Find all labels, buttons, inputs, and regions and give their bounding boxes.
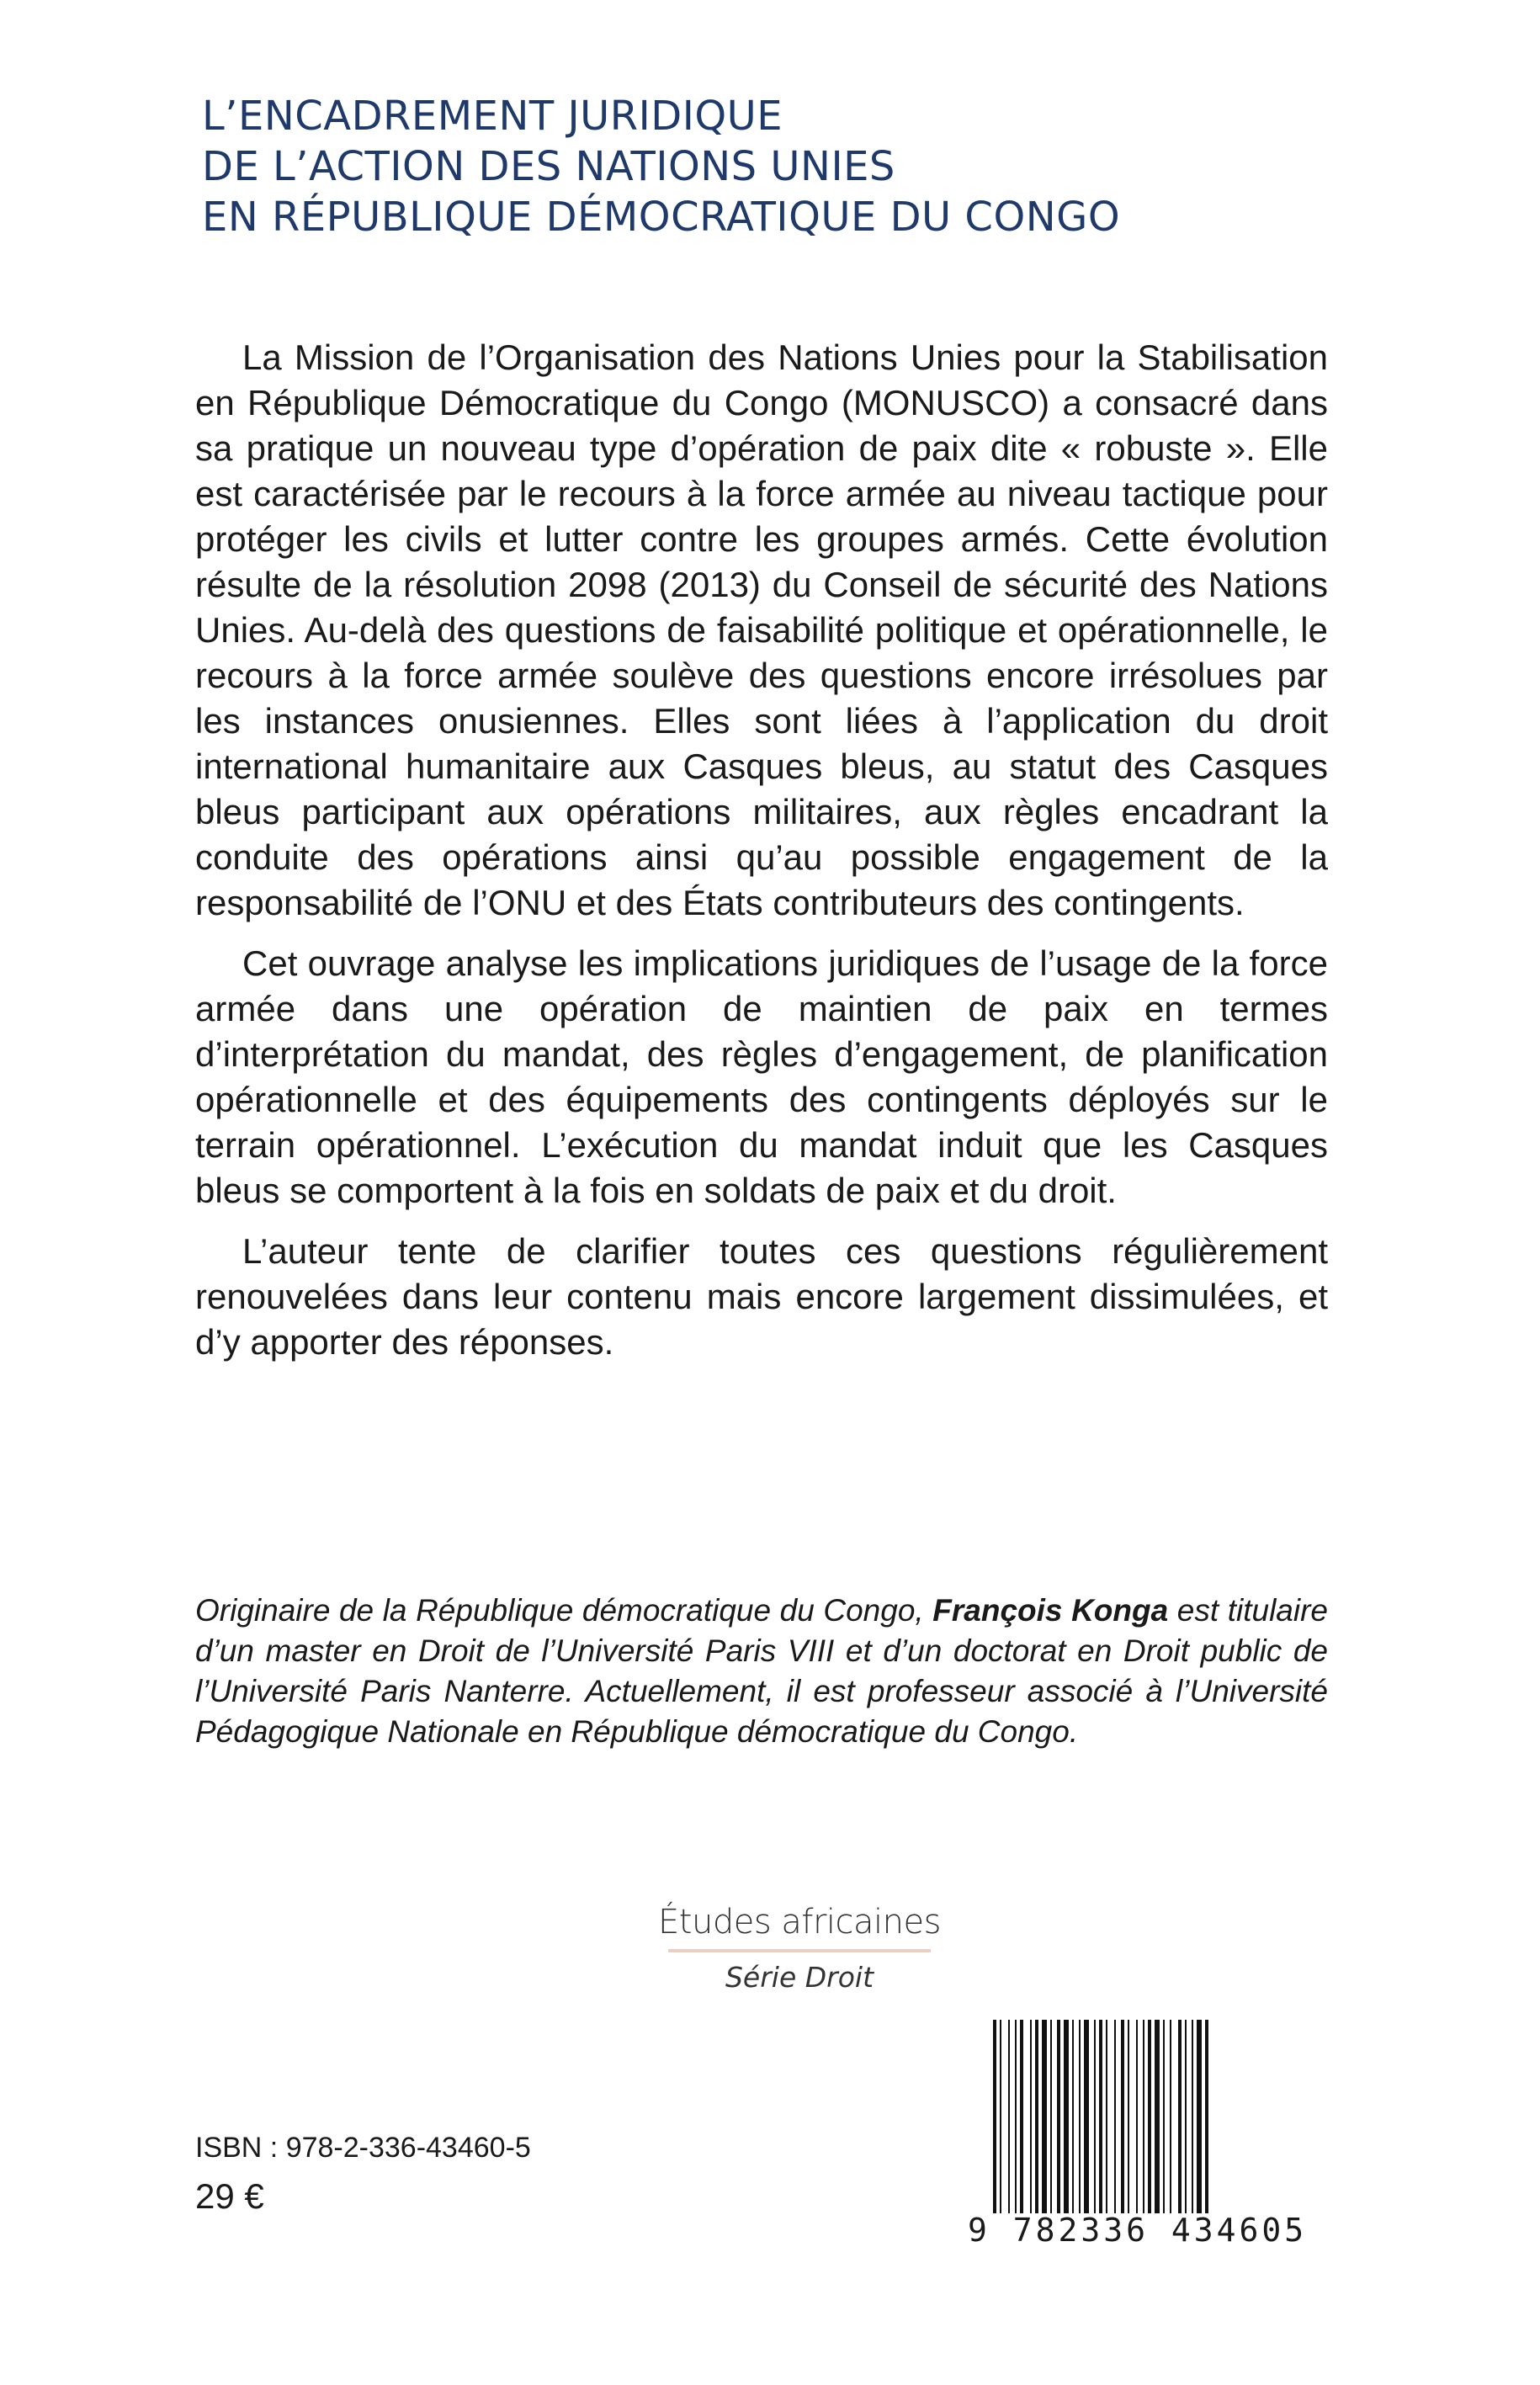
bio-rest: est titulaire d’un master en Droit de l’Université Paris VIII et d’un doctorat en Droit public de l’Université Paris Nanterre. Actuellement, il est professeur associé à l’Université Pédagogique Nationale en République démocratique du Congo.	[195, 1593, 1328, 1749]
barcode-bars-icon	[968, 2020, 1330, 2222]
title-line: L’ENCADREMENT JURIDIQUE	[202, 93, 783, 140]
title-line: EN RÉPUBLIQUE DÉMOCRATIQUE DU CONGO	[202, 194, 1121, 241]
series-divider	[668, 1949, 931, 1952]
barcode-bar	[1008, 2020, 1010, 2222]
barcode-bar	[1064, 2020, 1069, 2222]
title-line: DE L’ACTION DES NATIONS UNIES	[202, 143, 895, 190]
barcode-bar	[1030, 2020, 1032, 2222]
price: 29 €	[195, 2176, 264, 2216]
barcode-bar	[993, 2020, 996, 2222]
barcode-bar	[1035, 2020, 1038, 2222]
isbn: ISBN : 978-2-336-43460-5	[195, 2132, 531, 2164]
barcode-bar	[1114, 2020, 1116, 2222]
summary-paragraph: L’auteur tente de clarifier toutes ces questions régulièrement renouvelées dans leur contenu mais encore largement dissimulées, et d’y apporter des réponses.	[195, 1231, 1328, 1362]
barcode-bar	[1178, 2020, 1182, 2222]
barcode-bar	[1205, 2020, 1208, 2222]
author-bio	[195, 1591, 1328, 1752]
summary-paragraph: La Mission de l’Organisation des Nations Unies pour la Stabilisation en République Démocratique du Congo (MONUSCO) a consacré dans sa pratique un nouveau type d’opération de paix dite « robuste ». Elle est caractérisée par le recours à la force armée au niveau tactique pour protéger les civils et lutter contre les groupes armés. Cette évolution résulte de la résolution 2098 (2013) du Conseil de sécurité des Nations Unies. Au-delà des questions de faisabilité politique et opérationnelle, le recours à la force armée soulève des questions encore irrésolues par les instances onusiennes. Elles sont liées à l’application du droit international humanitaire aux Casques bleus, au statut des Casques bleus participant aux opérations militaires, aux règles encadrant la conduite des opérations ainsi qu’au possible engagement de la responsabilité de l’ONU et des États contributeurs des contingents.	[195, 337, 1328, 922]
barcode-bar	[1050, 2020, 1052, 2222]
barcode-bar	[1094, 2020, 1096, 2222]
barcode-bar	[1170, 2020, 1171, 2222]
barcode-bar	[1148, 2020, 1151, 2222]
barcode-bar	[1015, 2020, 1017, 2222]
barcode-bar	[1079, 2020, 1081, 2222]
bio-intro: Originaire de la République démocratique du Congo,	[195, 1593, 933, 1628]
barcode-bar	[1136, 2020, 1138, 2222]
author-name: François Konga	[932, 1593, 1169, 1628]
barcode-bar	[1128, 2020, 1129, 2222]
barcode-bar	[1042, 2020, 1047, 2222]
series-subtitle: Série Droit	[725, 1961, 874, 1994]
barcode-bar	[1143, 2020, 1144, 2222]
barcode-bar	[1121, 2020, 1124, 2222]
summary-text	[195, 335, 1328, 1380]
barcode-bar	[1192, 2020, 1193, 2222]
barcode-bar	[1057, 2020, 1060, 2222]
book-title	[202, 91, 1380, 242]
barcode-bar	[1197, 2020, 1202, 2222]
barcode-bar	[1099, 2020, 1102, 2222]
barcode-bar	[1185, 2020, 1187, 2222]
barcode-bar	[1106, 2020, 1107, 2222]
series-logo	[656, 1899, 943, 1996]
barcode-bar	[1020, 2020, 1023, 2222]
series-name: Études africaines	[658, 1903, 941, 1941]
barcode-bar	[1163, 2020, 1165, 2222]
barcode-bar	[1084, 2020, 1089, 2222]
barcode-bar	[1000, 2020, 1001, 2222]
barcode-bar	[1072, 2020, 1074, 2222]
barcode-digits: 9 782336 434605	[968, 2213, 1330, 2247]
barcode	[968, 2020, 1330, 2247]
barcode-bar	[1155, 2020, 1160, 2222]
summary-paragraph: Cet ouvrage analyse les implications juridiques de l’usage de la force armée dans une opération de maintien de paix en termes d’interprétation du mandat, des règles d’engagement, de planification opérationnelle et des équipements des contingents déployés sur le terrain opérationnel. L’exécution du mandat induit que les Casques bleus se comportent à la fois en soldats de paix et du droit.	[195, 943, 1328, 1210]
